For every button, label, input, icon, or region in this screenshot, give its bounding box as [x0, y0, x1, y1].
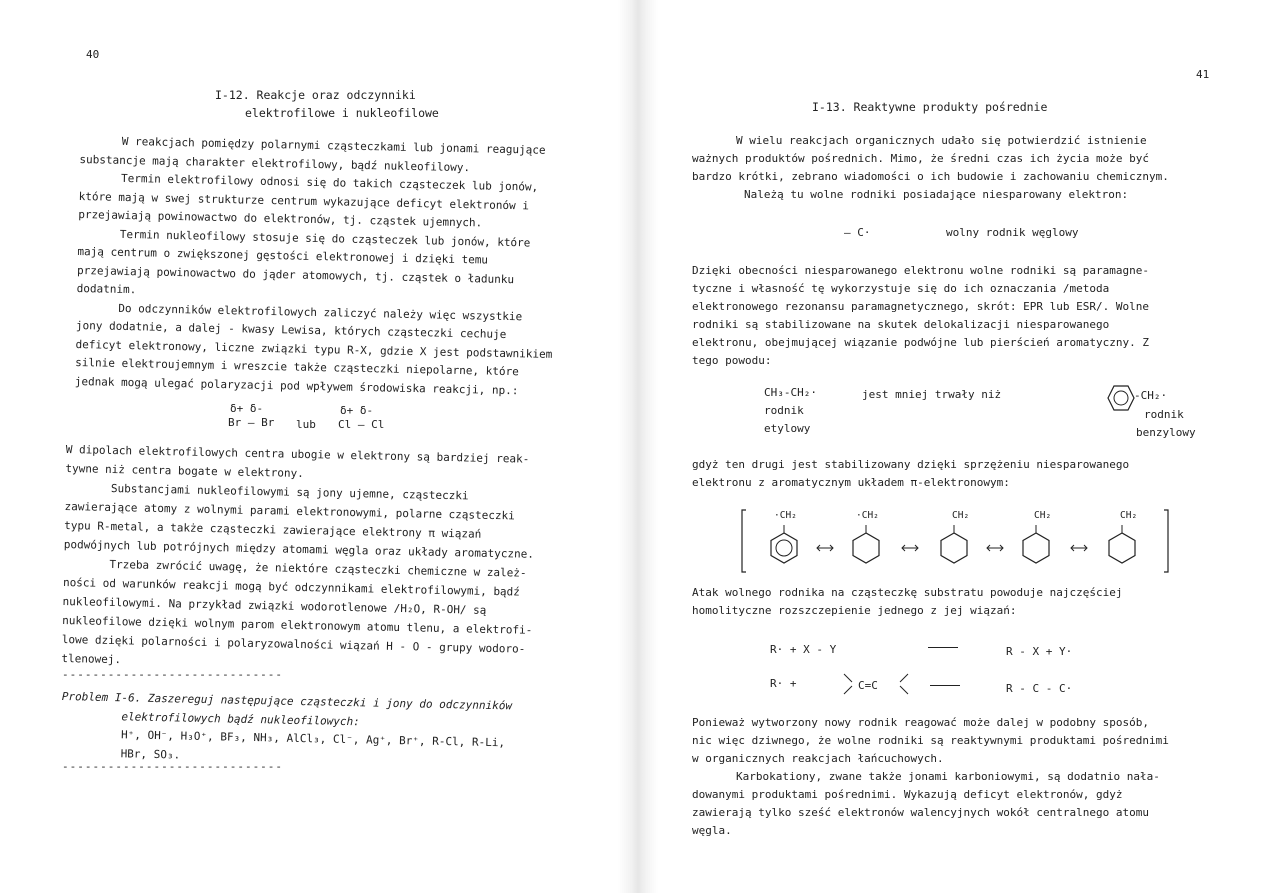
text-line: lowe dzięki polarności i polaryzowalności wiązań H - O - grupy wodoro- [61, 632, 526, 656]
resonance-arrow-icon [817, 545, 833, 551]
equation-1-right: R - X + Y· [1006, 645, 1073, 658]
text-line: W reakcjach pomiędzy polarnymi cząsteczkami lub jonami reagujące [121, 134, 546, 157]
text-line: jony dodatnie, a dalej - kwasy Lewisa, których cząsteczki cechuje [75, 318, 507, 341]
text-line: W dipolach elektrofilowych centra ubogie w elektrony są bardziej reak- [65, 442, 530, 466]
text-line: Atak wolnego rodnika na cząsteczkę substratu powoduje najczęściej [692, 586, 1123, 599]
section-title: I-12. Reakcje oraz odczynniki [215, 88, 416, 102]
paragraph-paramagnetic [692, 262, 1149, 370]
text-line: elektronowego rezonansu paramagnetycznego, skrót: EPR lub ESR/. Wolne [692, 300, 1149, 313]
text-line-karbokationy: Karbokationy, zwane także jonami karboniowymi, są dodatnio nała- [736, 770, 1160, 783]
benzyl-radical-name: rodnik [1144, 408, 1184, 421]
text-line: elektronu, obejmującej wiązanie podwójne lub pierścień aromatyczny. Z [692, 336, 1149, 349]
text-line: zawierające atomy z wolnymi parami elektronowymi, polarne cząsteczki [64, 499, 515, 523]
resonance-label: ·CH₂ [774, 510, 797, 521]
text-line: Do odczynników elektrofilowych zaliczyć należy więc wszystkie [118, 301, 523, 323]
benzyl-group: -CH₂· [1134, 389, 1168, 402]
text-line: przejawiają powinowactwo do jąder atomowych, tj. cząstek o ładunku [76, 263, 515, 286]
chlorine-formula: Cl — Cl [338, 418, 385, 431]
section-title: I-13. Reaktywne produkty pośrednie [812, 100, 1048, 114]
resonance-arrow-icon [902, 545, 918, 551]
paragraph-carbocations [692, 714, 1169, 840]
text-line: nic więc dziwnego, że wolne rodniki są reaktywnymi produktami pośrednimi [692, 734, 1169, 747]
ethyl-radical-formula: CH₃-CH₂· [764, 386, 817, 399]
text-line: bardzo krótki, zebrano wiadomości o ich budowie i zachowaniu chemicznym. [692, 170, 1169, 183]
resonance-label: CH₂ [1034, 510, 1052, 521]
text-line: nukleofilowymi. Na przykład związki wodorotlenowe /H₂O, R-OH/ są [62, 594, 487, 617]
reaction-arrow-icon [928, 647, 958, 648]
reaction-arrow-icon [930, 685, 960, 686]
aromatic-circle [776, 540, 792, 556]
problem-text: elektrofilowych bądź nukleofilowych: [121, 709, 360, 728]
equation-2-left: R· + [770, 677, 797, 690]
text-line: Dzięki obecności niesparowanego elektronu wolne rodniki są paramagne- [692, 264, 1149, 277]
text-line: nukleofilowe dzięki wolnym parom elektronowym atomu tlenu, a elektrofi- [62, 613, 533, 637]
resonance-label: ·CH₂ [856, 510, 879, 521]
text-line: silnie elektroujemnym i wreszcie także cząsteczki niepolarne, które [75, 355, 519, 379]
problem-block [60, 688, 512, 771]
paragraph-intro [75, 132, 557, 401]
text-line: ważnych produktów pośrednich. Mimo, że średni czas ich życia może być [692, 152, 1149, 165]
left-page [0, 0, 628, 893]
text-line: tlenowej. [61, 651, 122, 667]
text-line: mają centrum o zwiększonej gęstości elektronowej i dzięki temu [77, 244, 489, 267]
text-line-elektrofilowy: Termin elektrofilowy odnosi się do takich cząsteczek lub jonów, [120, 171, 539, 194]
text-line-wolne-rodniki: Należą tu wolne rodniki posiadające niesparowany elektron: [744, 188, 1129, 201]
paragraph-intermediates [692, 132, 1169, 204]
right-page [628, 0, 1263, 893]
separator-dashes: ----------------------------- [62, 760, 284, 773]
text-line: tywne niż centra bogate w elektrony. [65, 461, 304, 480]
text-line: podwójnych lub potrójnych między atomami węgla oraz układy aromatyczne. [63, 537, 535, 561]
text-line: tego powodu: [692, 354, 772, 367]
alkene-bonds-icon [842, 672, 918, 696]
problem-species: HBr, SO₃. [120, 746, 181, 761]
text-line: węgla. [692, 824, 732, 837]
carbon-radical-label: wolny rodnik węglowy [946, 226, 1079, 239]
resonance-label: CH₂ [1120, 510, 1138, 521]
bromine-formula: Br — Br [228, 416, 275, 429]
text-line: przejawiają powinowactwo do elektronów, tj. cząstek ujemnych. [78, 207, 483, 230]
text-line: rodniki są stabilizowane na skutek delokalizacji niesparowanego [692, 318, 1110, 331]
text-line: Ponieważ wytworzony nowy rodnik reagować może dalej w podobny sposób, [692, 716, 1149, 729]
comparison-text: jest mniej trwały niż [862, 388, 1002, 401]
text-line: homolityczne rozszczepienie jednego z jej wiązań: [692, 604, 1017, 617]
text-line: Trzeba zwrócić uwagę, że niektóre cząsteczki chemiczne w zależ- [109, 557, 527, 580]
paragraph-nucleophiles [61, 440, 536, 678]
text-line: deficyt elektronowy, liczne związki typu R-X, gdzie X jest podstawnikiem [75, 337, 553, 361]
text-line: zawierają tylko sześć elektronów walencyjnych wokół centralnego atomu [692, 806, 1149, 819]
section-subtitle: elektrofilowe i nukleofilowe [245, 106, 439, 120]
ethyl-radical-name: etylowy [764, 422, 811, 435]
problem-title: Problem I-6. Zaszereguj następujące cząsteczki i jony do odczynników [61, 689, 513, 713]
paragraph-homolysis [692, 584, 1122, 620]
text-line: dowanymi produktami pośrednimi. Wykazują deficyt elektronów, gdyż [692, 788, 1123, 801]
paragraph-conjugation [692, 456, 1129, 492]
problem-species: H⁺, OH⁻, H₃O⁺, BF₃, NH₃, AlCl₃, Cl⁻, Ag⁺, Br⁺, R-Cl, R-Li, [120, 728, 506, 750]
text-line: dodatnim. [76, 281, 137, 297]
page-number: 41 [1196, 68, 1210, 81]
text-line: jednak mogą ulegać polaryzacji pod wpływem środowiska reakcji, np.: [74, 374, 519, 397]
text-line: tyczne i własność tę wykorzystuje się do ich oznaczania /metoda [692, 282, 1110, 295]
benzene-ring-icon [941, 533, 967, 563]
text-line: Substancjami nukleofilowymi są jony ujemne, cząsteczki [110, 481, 469, 503]
carbon-radical-symbol: — C· [844, 226, 871, 239]
text-line: elektronu z aromatycznym układem π-elektronowym: [692, 476, 1010, 489]
benzyl-radical-name: benzylowy [1136, 426, 1196, 439]
text-line: ności od warunków reakcji mogą być odczynnikami elektrofilowymi, bądź [62, 575, 521, 599]
ethyl-radical-name: rodnik [764, 404, 804, 417]
benzene-ring-icon [1023, 533, 1049, 563]
benzene-ring-icon [853, 533, 879, 563]
text-line: gdyż ten drugi jest stabilizowany dzięki sprzężeniu niesparowanego [692, 458, 1130, 471]
charge-labels: δ+ δ- [230, 402, 264, 415]
benzene-ring-icon [771, 533, 797, 563]
text-line: w organicznych reakcjach łańcuchowych. [692, 752, 944, 765]
charge-labels: δ+ δ- [340, 404, 374, 417]
equation-1-left: R· + X - Y [770, 643, 837, 656]
text-line: które mają w swej strukturze centrum wykazujące deficyt elektronów i [78, 189, 530, 212]
formula-lub: lub [296, 418, 316, 431]
text-line: typu R-metal, a także cząsteczki zawierające elektrony π wiązań [64, 518, 482, 541]
page-number: 40 [86, 48, 100, 61]
text-line-nukleofilowy: Termin nukleofilowy stosuje się do cząsteczek lub jonów, które [119, 227, 531, 249]
text-line: substancje mają charakter elektrofilowy, bądź nukleofilowy. [79, 152, 471, 174]
separator-dashes: ----------------------------- [62, 668, 284, 681]
resonance-arrow-icon [987, 545, 1003, 551]
text-line: W wielu reakcjach organicznych udało się potwierdzić istnienie [736, 134, 1147, 147]
equation-2-alkene: C=C [858, 679, 878, 692]
benzene-ring-icon [1109, 533, 1135, 563]
equation-2-right: R - C - C· [1006, 682, 1073, 695]
resonance-label: CH₂ [952, 510, 970, 521]
resonance-arrow-icon [1071, 545, 1087, 551]
